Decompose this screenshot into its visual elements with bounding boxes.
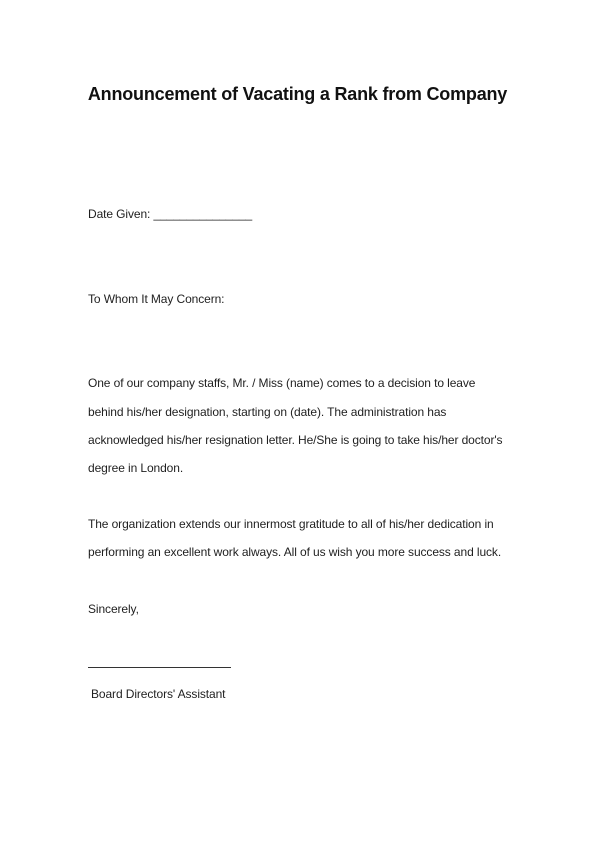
closing: Sincerely, <box>88 602 139 616</box>
signature-line <box>88 667 231 668</box>
date-given-line: Date Given: _______________ <box>88 207 253 221</box>
salutation: To Whom It May Concern: <box>88 292 225 306</box>
paragraph2-line-2: performing an excellent work always. All of us wish you more success and luck. <box>88 545 502 559</box>
paragraph1-line-3: acknowledged his/her resignation letter. He/She is going to take his/her doctor's <box>88 433 503 447</box>
paragraph1-line-4: degree in London. <box>88 461 184 475</box>
paragraph1-line-1: One of our company staffs, Mr. / Miss (name) comes to a decision to leave <box>88 376 476 390</box>
signatory-title: Board Directors' Assistant <box>91 687 226 701</box>
paragraph2-line-1: The organization extends our innermost gratitude to all of his/her dedication in <box>88 517 494 531</box>
paragraph1-line-2: behind his/her designation, starting on (date). The administration has <box>88 405 447 419</box>
document-title: Announcement of Vacating a Rank from Company <box>87 84 508 104</box>
